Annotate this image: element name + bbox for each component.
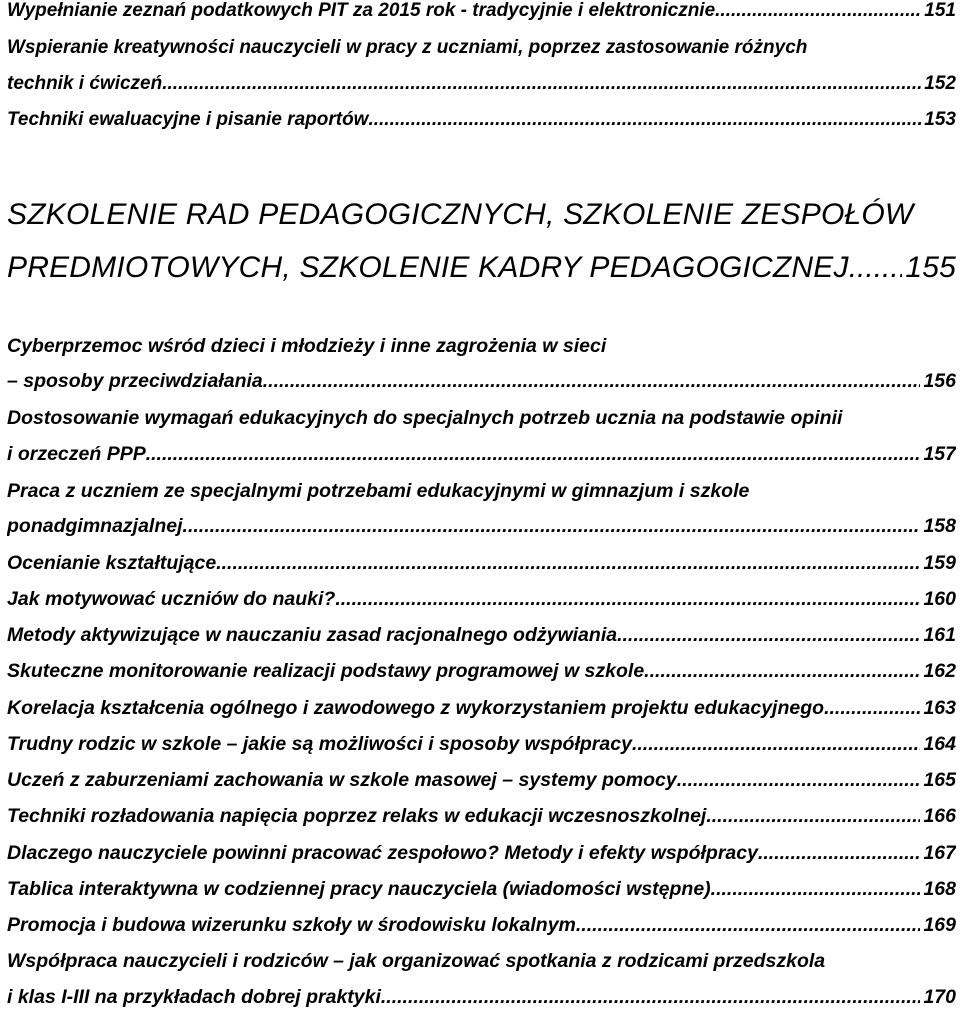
section-heading-line1: SZKOLENIE RAD PEDAGOGICZNYCH, SZKOLENIE ZESPOŁÓW — [7, 198, 914, 231]
toc-leader-dots — [824, 697, 920, 720]
toc-page-number: 157 — [923, 443, 956, 465]
toc-entry — [7, 986, 956, 1009]
toc-leader-dots — [368, 109, 921, 131]
toc-entry-title: Promocja i budowa wizerunku szkoły w środowisku lokalnym — [7, 914, 576, 936]
toc-entry-title: – sposoby przeciwdziałania — [7, 370, 263, 392]
toc-entry-title: Jak motywować uczniów do nauki? — [7, 588, 336, 610]
toc-leader-dots — [335, 588, 920, 611]
toc-entry-title: Techniki ewaluacyjne i pisanie raportów — [7, 109, 369, 130]
toc-leader-dots — [263, 370, 921, 393]
toc-page-number: 163 — [923, 697, 956, 719]
toc-entry — [7, 370, 956, 393]
toc-entry-title: Metody aktywizujące w nauczaniu zasad racjonalnego odżywiania — [7, 624, 618, 646]
toc-leader-dots — [617, 624, 920, 647]
toc-entry-title-line1: Wspieranie kreatywności nauczycieli w pracy z uczniami, poprzez zastosowanie różnych — [7, 37, 808, 58]
toc-entry — [7, 109, 956, 131]
toc-entry — [7, 552, 956, 575]
toc-leader-dots — [216, 552, 920, 575]
toc-page-number: 161 — [923, 624, 956, 646]
toc-entry — [7, 842, 956, 865]
toc-entry — [7, 588, 956, 611]
toc-entry — [7, 443, 956, 466]
toc-entry — [7, 697, 956, 720]
toc-entry-title: Korelacja kształcenia ogólnego i zawodowego z wykorzystaniem projektu edukacyjnego — [7, 697, 825, 719]
toc-entry — [7, 733, 956, 756]
toc-entry-title: technik i ćwiczeń — [7, 73, 163, 94]
toc-entry — [7, 0, 956, 22]
toc-leader-dots — [644, 660, 920, 683]
toc-page-number: 162 — [923, 660, 956, 682]
toc-leader-dots — [715, 0, 921, 22]
toc-entry-title: Skuteczne monitorowanie realizacji podstawy programowej w szkole — [7, 660, 645, 682]
toc-page-number: 166 — [923, 805, 956, 827]
toc-leader-dots — [381, 986, 921, 1009]
toc-entry-title-line1: Współpraca nauczycieli i rodziców – jak organizować spotkania z rodzicami przedszkola — [7, 950, 826, 972]
toc-page-number: 164 — [923, 733, 956, 755]
toc-page-number: 169 — [923, 914, 956, 936]
toc-entry-title: Dlaczego nauczyciele powinni pracować zespołowo? Metody i efekty współpracy — [7, 842, 758, 864]
toc-entry — [7, 805, 956, 828]
toc-leader-dots — [849, 251, 903, 285]
toc-entry-title: Ocenianie kształtujące — [7, 552, 217, 574]
toc-page-number: 152 — [924, 73, 956, 94]
toc-entry-title: i orzeczeń PPP — [7, 443, 146, 465]
toc-page-number: 159 — [923, 552, 956, 574]
toc-page-number: 160 — [923, 588, 956, 610]
toc-page-number: 153 — [924, 109, 956, 130]
toc-leader-dots — [711, 878, 921, 901]
toc-entry — [7, 624, 956, 647]
toc-entry — [7, 515, 956, 538]
toc-entry — [7, 878, 956, 901]
toc-leader-dots — [758, 842, 921, 865]
toc-entry-title: i klas I-III na przykładach dobrej praktyki — [7, 986, 381, 1008]
toc-entry-title: ponadgimnazjalnej — [7, 515, 183, 537]
toc-leader-dots — [146, 443, 921, 466]
toc-leader-dots — [632, 733, 921, 756]
toc-entry — [7, 73, 956, 95]
toc-leader-dots — [576, 914, 921, 937]
toc-page-number: 170 — [923, 986, 956, 1008]
toc-leader-dots — [162, 73, 921, 95]
toc-entry — [7, 914, 956, 937]
toc-entry-title: Tablica interaktywna w codziennej pracy nauczyciela (wiadomości wstępne) — [7, 878, 711, 900]
toc-entry-title-line1: Dostosowanie wymagań edukacyjnych do specjalnych potrzeb ucznia na podstawie opinii — [7, 407, 843, 429]
toc-leader-dots — [677, 769, 921, 792]
toc-entry-title: Techniki rozładowania napięcia poprzez relaks w edukacji wczesnoszkolnej — [7, 805, 707, 827]
toc-page-number: 158 — [923, 515, 956, 537]
toc-entry-title-line1: Praca z uczniem ze specjalnymi potrzebami edukacyjnymi w gimnazjum i szkole — [7, 480, 750, 502]
toc-leader-dots — [183, 515, 921, 538]
toc-page-number: 167 — [923, 842, 956, 864]
toc-page-number: 155 — [905, 251, 956, 284]
toc-entry-title: Uczeń z zaburzeniami zachowania w szkole masowej – systemy pomocy — [7, 769, 677, 791]
toc-page-number: 165 — [923, 769, 956, 791]
toc-leader-dots — [706, 805, 920, 828]
toc-page-number: 168 — [923, 878, 956, 900]
section-heading-line2: PREDMIOTOWYCH, SZKOLENIE KADRY PEDAGOGICZNEJ — [7, 251, 849, 284]
toc-entry-title: Trudny rodzic w szkole – jakie są możliwości i sposoby współpracy — [7, 733, 632, 755]
toc-page-number: 151 — [924, 0, 956, 21]
section-heading — [7, 251, 956, 285]
toc-page-number: 156 — [923, 370, 956, 392]
toc-entry — [7, 769, 956, 792]
toc-entry — [7, 660, 956, 683]
toc-entry-title-line1: Cyberprzemoc wśród dzieci i młodzieży i inne zagrożenia w sieci — [7, 335, 607, 357]
toc-entry-title: Wypełnianie zeznań podatkowych PIT za 2015 rok - tradycyjnie i elektronicznie — [7, 0, 716, 21]
